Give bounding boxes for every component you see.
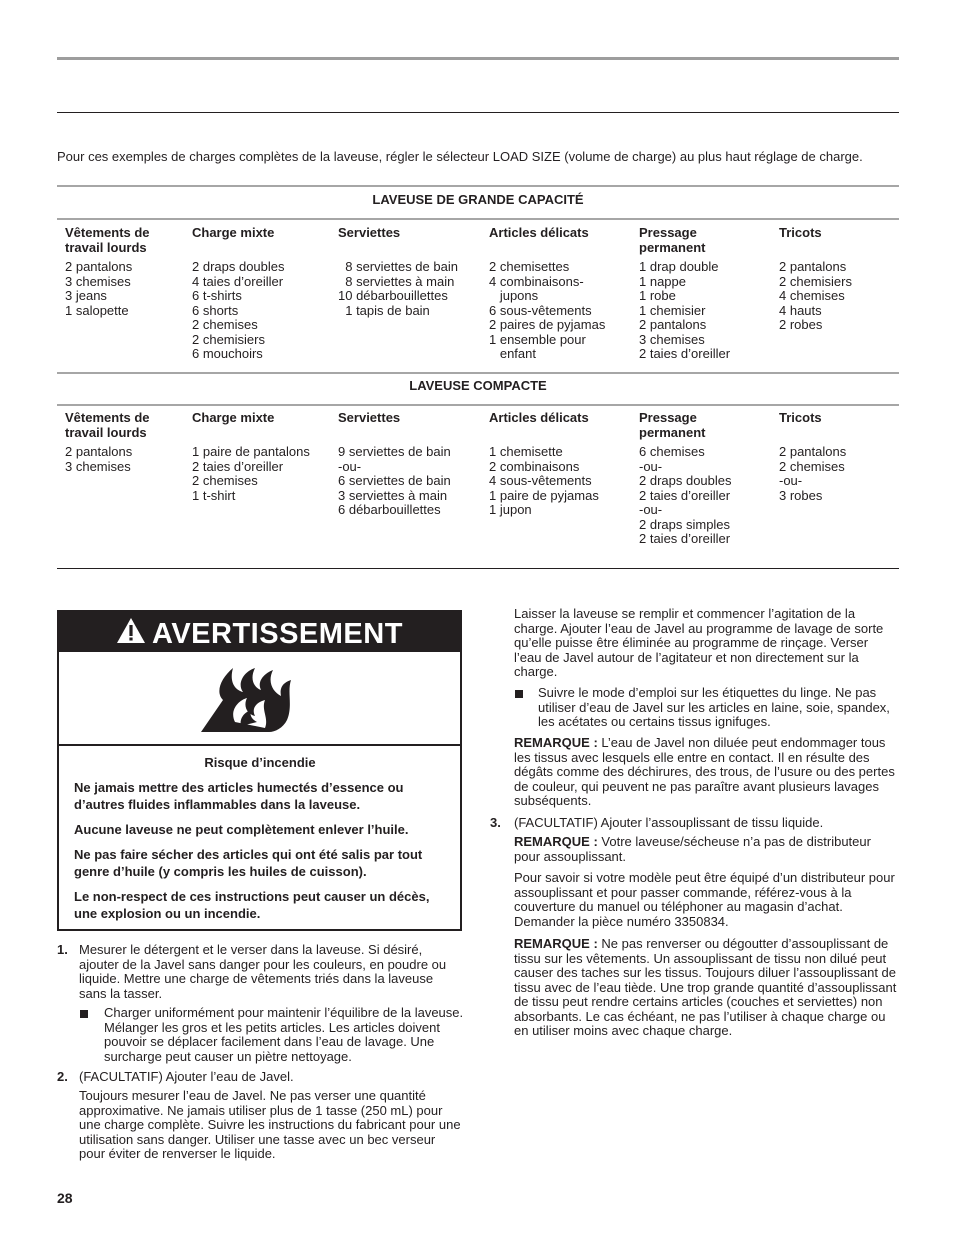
table-column xyxy=(779,411,846,503)
column-items: 1 chemisette 2 combinaisons 4 sous-vêtements 1 paire de pyjamas 1 jupon xyxy=(489,444,599,517)
column-items: 2 draps doubles 4 taies d’oreiller 6 t-shirts 6 shorts 2 chemises 2 chemisiers 6 mouchoirs xyxy=(192,259,285,361)
table-column xyxy=(338,411,451,518)
warning-text: Ne pas faire sécher des articles qui ont été salis par tout genre d’huile (y compris les huiles de cuisson). xyxy=(74,847,423,879)
note-label: REMARQUE : xyxy=(514,834,598,849)
note-text: L’eau de Javel non diluée peut endommager tous les tissus avec lesquels elle entre en contact. Il en résulte des dégâts comme des déchirures, des trous, de l’usure ou des pertes de couleur, qui peuvent ne pas paraître avant plusieurs lavages subséquents. xyxy=(514,735,895,808)
warning-body xyxy=(74,754,446,930)
column-header: Vêtements de travail lourds xyxy=(65,225,150,255)
table-title-compact: LAVEUSE COMPACTE xyxy=(409,378,547,393)
step-number: 3. xyxy=(490,815,501,830)
table-column xyxy=(489,226,605,362)
note-paragraph xyxy=(514,835,898,864)
table-column xyxy=(65,411,150,474)
note-label: REMARQUE : xyxy=(514,735,598,750)
table-title-large: LAVEUSE DE GRANDE CAPACITÉ xyxy=(372,192,584,207)
bullet-text: Charger uniformément pour maintenir l’équilibre de la laveuse. Mélanger les gros et les petits articles. Les articles doivent pouvoir se déplacer facilement dans l’eau de lavage. Une surcharge peut causer un piètre nettoyage. xyxy=(104,1005,464,1064)
column-items: 8 serviettes de bain 8 serviettes à main 10 débarbouillettes 1 tapis de bain xyxy=(338,259,458,318)
column-items: 2 pantalons 2 chemisiers 4 chemises 4 hauts 2 robes xyxy=(779,259,852,332)
table-column xyxy=(65,226,150,318)
step-number: 2. xyxy=(57,1069,68,1084)
table-column xyxy=(338,226,458,318)
column-header: Charge mixte xyxy=(192,410,275,425)
note-text: Ne pas renverser ou dégoutter d’assouplissant de tissu sur les vêtements. Un assouplissant de tissu non dilué peut causer des taches sur les tissus. Toujours diluer l’assouplissant de tissu avec de l’eau tiède. Une trop grande quantité d’assouplissant de tissu peut rendre certains articles (couches et serviettes) non absorbants. Le cas échéant, ne pas l’utiliser à chaque charge ou en utiliser moins avec chaque charge. xyxy=(514,936,897,1038)
table-rule xyxy=(57,404,899,406)
table-column xyxy=(192,226,285,362)
step-number: 1. xyxy=(57,942,68,957)
warning-text: Le non-respect de ces instructions peut causer un décès, une explosion ou un incendie. xyxy=(74,889,430,921)
column-items: 2 chemisettes 4 combinaisons- jupons 6 sous-vêtements 2 paires de pyjamas 1 ensemble pour enfant xyxy=(489,259,606,361)
bullet-icon xyxy=(515,690,523,698)
column-header: Tricots xyxy=(779,410,822,425)
fire-hazard-panel xyxy=(59,652,460,746)
step-paragraph: Toujours mesurer l’eau de Javel. Ne pas verser une quantité approximative. Ne jamais utiliser plus de 1 tasse (250 mL) pour une charge complète. Suivre les instructions du fabricant pour une utilisation sans danger. Utiliser une tasse avec un bec verseur pour éviter de renverser le liquide. xyxy=(79,1088,461,1161)
column-header: Articles délicats xyxy=(489,225,589,240)
warning-title: AVERTISSEMENT xyxy=(152,618,403,650)
column-header: Pressage permanent xyxy=(639,225,706,255)
note-paragraph xyxy=(514,736,898,809)
table-column xyxy=(779,226,852,333)
section-rule xyxy=(57,112,899,113)
column-items: 1 drap double 1 nappe 1 robe 1 chemisier 2 pantalons 3 chemises 2 taies d’oreiller xyxy=(639,259,731,361)
table-column xyxy=(192,411,310,503)
column-items: 9 serviettes de bain -ou- 6 serviettes de bain 3 serviettes à main 6 débarbouillettes xyxy=(338,444,451,517)
bullet-text: Suivre le mode d’emploi sur les étiquettes du linge. Ne pas utiliser d’eau de Javel sur les articles en laine, soie, spandex, les acétates ou certains tissus ignifuges. xyxy=(538,685,890,729)
fire-icon xyxy=(199,662,294,734)
column-items: 2 pantalons 3 chemises xyxy=(65,444,133,474)
table-column xyxy=(489,411,599,518)
note-label: REMARQUE : xyxy=(514,936,598,951)
note-text: Votre laveuse/sécheuse n’a pas de distributeur pour assouplissant. xyxy=(514,834,871,864)
warning-text: Ne jamais mettre des articles humectés d’essence ou d’autres fluides inflammables dans la laveuse. xyxy=(74,780,404,812)
top-rule xyxy=(57,57,899,60)
warning-header xyxy=(59,612,460,652)
note-paragraph xyxy=(514,937,898,1039)
table-rule xyxy=(57,218,899,220)
column-header: Serviettes xyxy=(338,410,401,425)
page-number: 28 xyxy=(57,1190,73,1206)
warning-risk: Risque d’incendie xyxy=(204,755,316,770)
step-text: (FACULTATIF) Ajouter l’assouplissant de tissu liquide. xyxy=(514,815,824,830)
table-column xyxy=(639,226,730,362)
step-text: Mesurer le détergent et le verser dans la laveuse. Si désiré, ajouter de la Javel sans danger pour les couleurs, en poudre ou liquide. Mettre une charge de vêtements triés dans la laveuse sans la tasser. xyxy=(79,942,447,1001)
column-header: Charge mixte xyxy=(192,225,275,240)
column-header: Serviettes xyxy=(338,225,401,240)
table-rule xyxy=(57,185,899,187)
column-header: Articles délicats xyxy=(489,410,589,425)
table-column xyxy=(639,411,732,547)
bleach-paragraph: Laisser la laveuse se remplir et commencer l’agitation de la charge. Ajouter l’eau de Javel au programme de lavage de sorte qu’elle puisse être éliminée au programme de rinçage. Verser l’eau de Javel autour de l’agitateur et non directement sur la charge. xyxy=(514,606,884,679)
column-header: Vêtements de travail lourds xyxy=(65,410,150,440)
intro-text: Pour ces exemples de charges complètes de la laveuse, régler le sélecteur LOAD SIZE (volume de charge) au plus haut réglage de charge. xyxy=(57,149,863,164)
column-items: 6 chemises -ou- 2 draps doubles 2 taies d’oreiller -ou- 2 draps simples 2 taies d’oreiller xyxy=(639,444,732,546)
warning-text: Aucune laveuse ne peut complètement enlever l’huile. xyxy=(74,822,409,837)
bullet-icon xyxy=(80,1010,88,1018)
section-rule xyxy=(57,568,899,569)
table-rule xyxy=(57,372,899,374)
warning-box xyxy=(57,610,462,931)
column-items: 1 paire de pantalons 2 taies d’oreiller 2 chemises 1 t-shirt xyxy=(192,444,310,503)
warning-triangle-icon xyxy=(116,613,146,657)
column-items: 2 pantalons 3 chemises 3 jeans 1 salopette xyxy=(65,259,133,318)
softener-paragraph: Pour savoir si votre modèle peut être équipé d’un distributeur pour assouplissant et pour passer commande, référez-vous à la couverture du manuel ou téléphoner au magasin d’achat. Demander la pièce numéro 3350834. xyxy=(514,870,895,929)
column-header: Pressage permanent xyxy=(639,410,706,440)
column-items: 2 pantalons 2 chemises -ou- 3 robes xyxy=(779,444,847,503)
step-text: (FACULTATIF) Ajouter l’eau de Javel. xyxy=(79,1069,294,1084)
column-header: Tricots xyxy=(779,225,822,240)
